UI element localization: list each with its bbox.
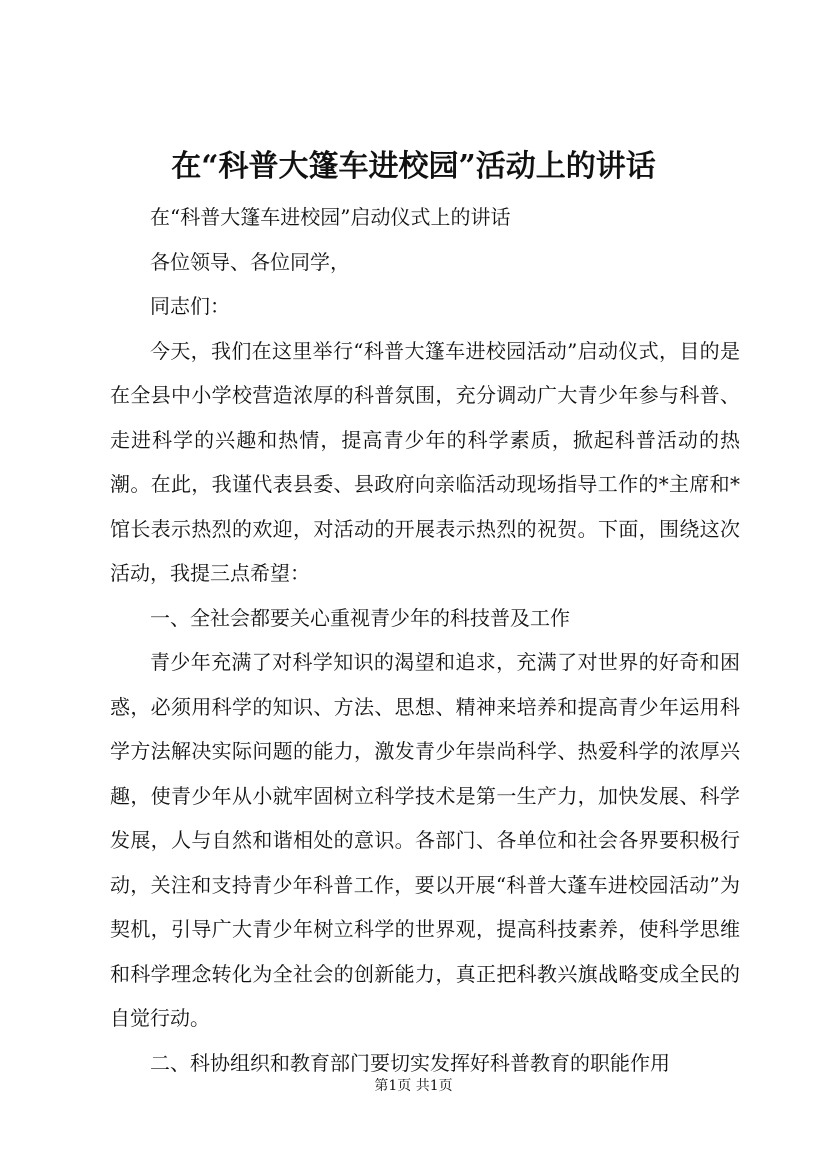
document-title: 在“科普大篷车进校园”活动上的讲话 (171, 149, 656, 184)
document-body (110, 195, 740, 1085)
section-heading: 二、科协组织和教育部门要切实发挥好科普教育的职能作用 (150, 1050, 670, 1075)
section-heading: 一、全社会都要关心重视青少年的科技普及工作 (150, 605, 570, 630)
subtitle-paragraph: 在“科普大篷车进校园”启动仪式上的讲话 (150, 205, 511, 229)
salutation-paragraph: 各位领导、各位同学， (150, 249, 350, 274)
salutation-paragraph: 同志们： (150, 294, 230, 318)
body-paragraph: 青少年充满了对科学知识的渴望和追求，充满了对世界的好奇和困惑，必须用科学的知识、方法、思想、精神来培养和提高青少年运用科学方法解决实际问题的能力，激发青少年崇尚科学、热爱科学的浓厚兴趣，使青少年从小就牢固树立科学技术是第一生产力，加快发展、科学发展，人与自然和谐相处的意识。各部门、各单位和社会各界要积极行动，关注和支持青少年科普工作，要以开展“科普大蓬车进校园活动”为契机，引导广大青少年树立科学的世界观，提高科技素养，使科学思维和科学理念转化为全社会的创新能力，真正把科教兴旗战略变成全民的自觉行动。 (110, 650, 740, 1030)
page-footer: 第1页 共1页 (374, 1078, 453, 1094)
body-paragraph: 今天，我们在这里举行“科普大篷车进校园活动”启动仪式，目的是在全县中小学校营造浓厚的科普氛围，充分调动广大青少年参与科普、走进科学的兴趣和热情，提高青少年的科学素质，掀起科普活动的热潮。在此，我谨代表县委、县政府向亲临活动现场指导工作的*主席和*馆长表示热烈的欢迎，对活动的开展表示热烈的祝贺。下面，围绕这次活动，我提三点希望： (110, 338, 740, 585)
